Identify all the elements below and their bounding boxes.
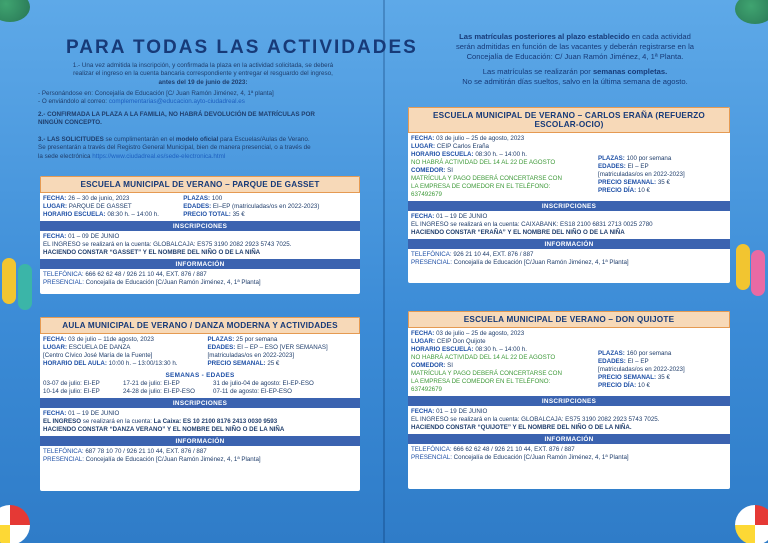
section-header-semanas: SEMANAS - EDADES [40, 370, 360, 380]
comedor-phone: 637492679 [411, 386, 442, 393]
card-gasset [40, 176, 360, 294]
card-erana [408, 107, 730, 283]
field-label: PLAZAS: [598, 350, 625, 357]
semanas-row [43, 388, 357, 396]
field-label: LUGAR: [411, 338, 436, 345]
field-label: EDADES: [207, 344, 236, 351]
details-right [598, 330, 727, 394]
field-value: EI – EP – ESO [VER SEMANAS] [237, 344, 328, 351]
field-label: PRECIO DÍA: [598, 382, 637, 389]
intro-paragraph-3 [38, 136, 368, 161]
bank-account-text: La Caixa: ES 10 2100 8176 2413 0030 9593 [153, 418, 278, 425]
bullet-text: - Personándose en: Concejalía de Educación [C/ Juan Ramón Jiménez, 4, 1ª planta] [38, 90, 274, 97]
field-label: TELEFÓNICA: [43, 271, 84, 278]
semana-cell: 17-21 de julio: EI-EP [123, 380, 180, 387]
bank-account-text: EL INGRESO se realizará en la cuenta: GLOBALCAJA: ES75 3190 2082 2923 5743 7025. [43, 241, 292, 248]
comedor-note: MATRÍCULA Y PAGO DEBERÁ CONCERTARSE CON [411, 370, 562, 377]
field-label: FECHA: [43, 233, 67, 240]
intro-paragraph-2 [38, 111, 368, 128]
intro-text: realizar el ingreso en la cuenta bancaria correspondiente y entregar el resguardo del ingreso, [73, 70, 333, 78]
field-value: 35 € [657, 179, 670, 186]
field-label: FECHA: [411, 213, 435, 220]
intro-text: No se admitirán días sueltos, salvo en la última semana de agosto. [462, 77, 688, 86]
intro-text: 1.- Una vez admitida la inscripción, y confirmada la plaza en la actividad solicitada, se deberá [72, 62, 334, 69]
field-label: LUGAR: [43, 203, 68, 210]
intro-text: Concejalía de Educación: C/ Juan Ramón Jiménez, 4, 1ª Planta. [466, 52, 684, 61]
field-label: LUGAR: [43, 344, 68, 351]
semanas-table [40, 380, 360, 398]
field-value: [Centro Cívico José María de la Fuente] [43, 352, 153, 359]
field-label: HORARIO DEL AULA: [43, 360, 107, 367]
field-label: COMEDOR: [411, 167, 446, 174]
field-value: 25 por semana [236, 336, 278, 343]
field-label: PRESENCIAL: [411, 454, 452, 461]
intro-bullets [38, 90, 368, 107]
field-label: PRESENCIAL: [43, 279, 84, 286]
comedor-note: LA EMPRESA DE COMEDOR EN EL TELÉFONO: [411, 378, 551, 385]
bank-account-text: EL INGRESO se realizará en la cuenta: CAIXABANK: ES18 2100 6831 2713 0025 2780 [411, 221, 653, 228]
intro-text: modelo oficial [175, 136, 219, 143]
field-value: EI–EP (matriculadas/os en 2022-2023) [212, 203, 320, 210]
bullet-text: - O enviándolo al correo: [38, 98, 107, 106]
payment-note: HACIENDO CONSTAR “GASSET” Y EL NOMBRE DEL NIÑO O DE LA NIÑA [43, 249, 261, 256]
field-label: PRECIO SEMANAL: [598, 374, 657, 381]
intro-paragraph-1 [38, 62, 368, 87]
field-label: HORARIO ESCUELA: [43, 211, 106, 218]
semana-cell: 31 de julio-04 de agosto: EI-EP-ESO [213, 380, 314, 387]
details-left [43, 195, 183, 219]
section-header-informacion: INFORMACIÓN [40, 436, 360, 446]
no-activity-notice: NO HABRÁ ACTIVIDAD DEL 14 AL 22 DE AGOSTO [411, 159, 556, 166]
section-header-informacion: INFORMACIÓN [408, 239, 730, 249]
address-text: Concejalía de Educación [C/Juan Ramón Jiménez, 4, 1ª Planta] [85, 456, 261, 463]
address-text: Concejalía de Educación [C/Juan Ramón Jiménez, 4, 1ª Planta] [85, 279, 261, 286]
section-header-inscripciones: INSCRIPCIONES [40, 221, 360, 231]
card-details [408, 133, 730, 201]
field-value: 01 – 19 DE JUNIO [436, 213, 488, 220]
details-left [43, 336, 207, 368]
page-fold [383, 0, 385, 543]
deadline-text: antes del 19 de junio de 2023: [158, 78, 248, 86]
card-title: ESCUELA MUNICIPAL DE VERANO – CARLOS ERAÑA (REFUERZO ESCOLAR-OCIO) [408, 107, 730, 133]
card-title: ESCUELA MUNICIPAL DE VERANO – DON QUIJOTE [408, 311, 730, 328]
section-header-informacion: INFORMACIÓN [408, 434, 730, 444]
field-label: FECHA: [43, 195, 67, 202]
field-value: [matriculadas/os en 2022-2023] [598, 366, 685, 373]
field-label: PRESENCIAL: [43, 456, 84, 463]
section-header-inscripciones: INSCRIPCIONES [408, 396, 730, 406]
payment-note: HACIENDO CONSTAR “ERAÑA” Y EL NOMBRE DEL NIÑO O DE LA NIÑA [411, 229, 625, 236]
field-value: 01 – 19 DE JUNIO [436, 408, 488, 415]
details-right [183, 195, 357, 219]
field-value: 10 € [637, 187, 650, 194]
page-title: PARA TODAS LAS ACTIVIDADES [66, 37, 418, 58]
field-label: EDADES: [183, 203, 212, 210]
field-value: 08:30 h. – 14:00 h. [475, 346, 527, 353]
flip-flop-icon [736, 244, 750, 290]
field-label: LUGAR: [411, 143, 436, 150]
field-value: 10 € [637, 382, 650, 389]
field-label: EDADES: [598, 358, 626, 365]
details-right [207, 336, 357, 368]
field-value: 35 € [232, 211, 245, 218]
inscripciones-body [40, 408, 360, 436]
field-value: 08:30 h. – 14:00 h. [475, 151, 527, 158]
sede-electronica-link[interactable]: https://www.ciudadreal.es/sede-electronica.html [92, 152, 226, 160]
no-activity-notice: NO HABRÁ ACTIVIDAD DEL 14 AL 22 DE AGOSTO [411, 354, 556, 361]
informacion-body [40, 446, 360, 466]
field-value: 10:00 h. – 13:00/13:30 h. [108, 360, 178, 367]
semana-cell: 10-14 de julio: EI-EP [43, 388, 100, 395]
section-header-informacion: INFORMACIÓN [40, 259, 360, 269]
field-value: 26 – 30 de junio, 2023 [68, 195, 130, 202]
phone-numbers: 666 62 62 48 / 926 21 10 44, EXT. 876 / 887 [453, 446, 575, 453]
informacion-body [408, 444, 730, 464]
field-value: 03 de julio – 25 de agosto, 2023 [436, 135, 525, 142]
semana-cell: 24-28 de julio: EI-EP-ESO [123, 388, 195, 395]
intro-text: en cada actividad [629, 32, 691, 41]
field-value: 08:30 h. – 14:00 h. [107, 211, 159, 218]
field-value: CEIP Carlos Eraña [436, 143, 489, 150]
field-value: 160 por semana [626, 350, 672, 357]
details-left [411, 135, 598, 199]
inscripciones-body [40, 231, 360, 259]
payment-note: HACIENDO CONSTAR “QUIJOTE” Y EL NOMBRE DEL NIÑO O DE LA NIÑA. [411, 424, 632, 431]
field-value: [matriculadas/os en 2022-2023] [598, 171, 685, 178]
field-value: SI [447, 362, 453, 369]
field-value: EI – EP [627, 163, 649, 170]
payment-note: HACIENDO CONSTAR “DANZA VERANO” Y EL NOMBRE DEL NIÑO O DE LA NIÑA [43, 426, 285, 433]
field-value: EI – EP [627, 358, 649, 365]
field-value: PARQUE DE GASSET [68, 203, 132, 210]
field-label: TELEFÓNICA: [411, 251, 452, 258]
informacion-body [408, 249, 730, 269]
card-title: AULA MUNICIPAL DE VERANO / DANZA MODERNA Y ACTIVIDADES [40, 317, 360, 334]
field-label: FECHA: [411, 330, 435, 337]
semana-cell: 07-11 de agosto: EI-EP-ESO [213, 388, 292, 395]
field-label: FECHA: [411, 408, 435, 415]
comedor-phone: 637492679 [411, 191, 442, 198]
field-label: FECHA: [43, 336, 67, 343]
comedor-note: LA EMPRESA DE COMEDOR EN EL TELÉFONO: [411, 183, 551, 190]
field-label: PLAZAS: [207, 336, 235, 343]
bank-account-text: se realizará en la cuenta: [81, 418, 154, 425]
card-details [408, 328, 730, 396]
phone-numbers: 666 62 62 48 / 926 21 10 44, EXT. 876 / 887 [85, 271, 207, 278]
field-label: COMEDOR: [411, 362, 446, 369]
field-value: 01 – 09 DE JUNIO [68, 233, 120, 240]
intro-text: Las matrículas posteriores al plazo establecido [459, 32, 630, 41]
details-right [598, 135, 727, 199]
intro-text: 3.- LAS SOLICITUDES [38, 136, 104, 143]
bank-account-text: EL INGRESO se realizará en la cuenta: GLOBALCAJA: ES75 3190 2082 2923 5743 7025. [411, 416, 660, 423]
field-label: HORARIO ESCUELA: [411, 151, 474, 158]
field-label: PRESENCIAL: [411, 259, 452, 266]
field-label: TELEFÓNICA: [411, 446, 452, 453]
beach-ball-icon [735, 505, 768, 543]
field-value: 03 de julio – 25 de agosto, 2023 [436, 330, 525, 337]
card-details [40, 193, 360, 221]
card-danza [40, 317, 360, 491]
field-label: PLAZAS: [183, 195, 211, 202]
field-value: [matriculadas/os en 2022-2023] [207, 352, 295, 359]
field-value: 25 € [267, 360, 280, 367]
right-intro [400, 32, 750, 87]
field-value: 100 [211, 195, 223, 202]
phone-numbers: 687 78 10 70 / 926 21 10 44, EXT. 876 / 887 [85, 448, 207, 455]
intro-text: serán admitidas en función de las vacantes y deberán registrarse en la [455, 42, 695, 51]
intro-text: Se presentarán a través del Registro General Municipal, bien de manera presencial, o a través de [38, 144, 311, 152]
card-quijote [408, 311, 730, 489]
details-left [411, 330, 598, 394]
field-label: HORARIO ESCUELA: [411, 346, 474, 353]
field-label: TELEFÓNICA: [43, 448, 84, 455]
field-value: 35 € [657, 374, 670, 381]
field-label: PRECIO TOTAL: [183, 211, 231, 218]
inscripciones-body [408, 406, 730, 434]
field-label: PLAZAS: [598, 155, 625, 162]
card-details [40, 334, 360, 370]
field-value: ESCUELA DE DANZA [68, 344, 131, 351]
email-link[interactable]: complementarias@educacion.ayto-ciudadreal.es [108, 98, 245, 106]
phone-numbers: 926 21 10 44, EXT. 876 / 887 [453, 251, 534, 258]
field-value: SI [447, 167, 453, 174]
inscripciones-body [408, 211, 730, 239]
field-label: PRECIO SEMANAL: [207, 360, 266, 367]
intro-text: para Escuelas/Aulas de Verano. [218, 136, 310, 143]
bank-account-text: EL INGRESO [43, 418, 82, 425]
informacion-body [40, 269, 360, 289]
section-header-inscripciones: INSCRIPCIONES [40, 398, 360, 408]
intro-text: Las matrículas se realizarán por [482, 67, 593, 76]
field-label: PRECIO DÍA: [598, 187, 637, 194]
address-text: Concejalía de Educación [C/Juan Ramón Jiménez, 4, 1ª Planta] [453, 259, 629, 266]
field-value: CEIP Don Quijote [436, 338, 486, 345]
field-label: PRECIO SEMANAL: [598, 179, 657, 186]
field-value: 03 de julio – 11de agosto, 2023 [68, 336, 155, 343]
section-header-inscripciones: INSCRIPCIONES [408, 201, 730, 211]
comedor-note: MATRÍCULA Y PAGO DEBERÁ CONCERTARSE CON [411, 175, 562, 182]
semanas-row [43, 380, 357, 388]
intro-text: se cumplimentarán en el [103, 136, 176, 143]
field-value: 100 por semana [626, 155, 672, 162]
flip-flop-icon [751, 250, 765, 296]
card-title: ESCUELA MUNICIPAL DE VERANO – PARQUE DE GASSET [40, 176, 360, 193]
field-value: 01 – 19 DE JUNIO [68, 410, 120, 417]
field-label: FECHA: [411, 135, 435, 142]
intro-text: 2.- CONFIRMADA LA PLAZA A LA FAMILIA, NO HABRÁ DEVOLUCIÓN DE MATRÍCULAS POR [38, 111, 315, 118]
intro-text: la sede electrónica [38, 152, 91, 160]
flip-flop-icon [18, 264, 32, 310]
flip-flop-icon [2, 258, 16, 304]
address-text: Concejalía de Educación [C/Juan Ramón Jiménez, 4, 1ª Planta] [453, 454, 629, 461]
field-label: FECHA: [43, 410, 67, 417]
intro-text: NINGÚN CONCEPTO. [38, 119, 102, 127]
field-label: EDADES: [598, 163, 626, 170]
semana-cell: 03-07 de julio: EI-EP [43, 380, 100, 387]
intro-text: semanas completas. [592, 67, 668, 76]
